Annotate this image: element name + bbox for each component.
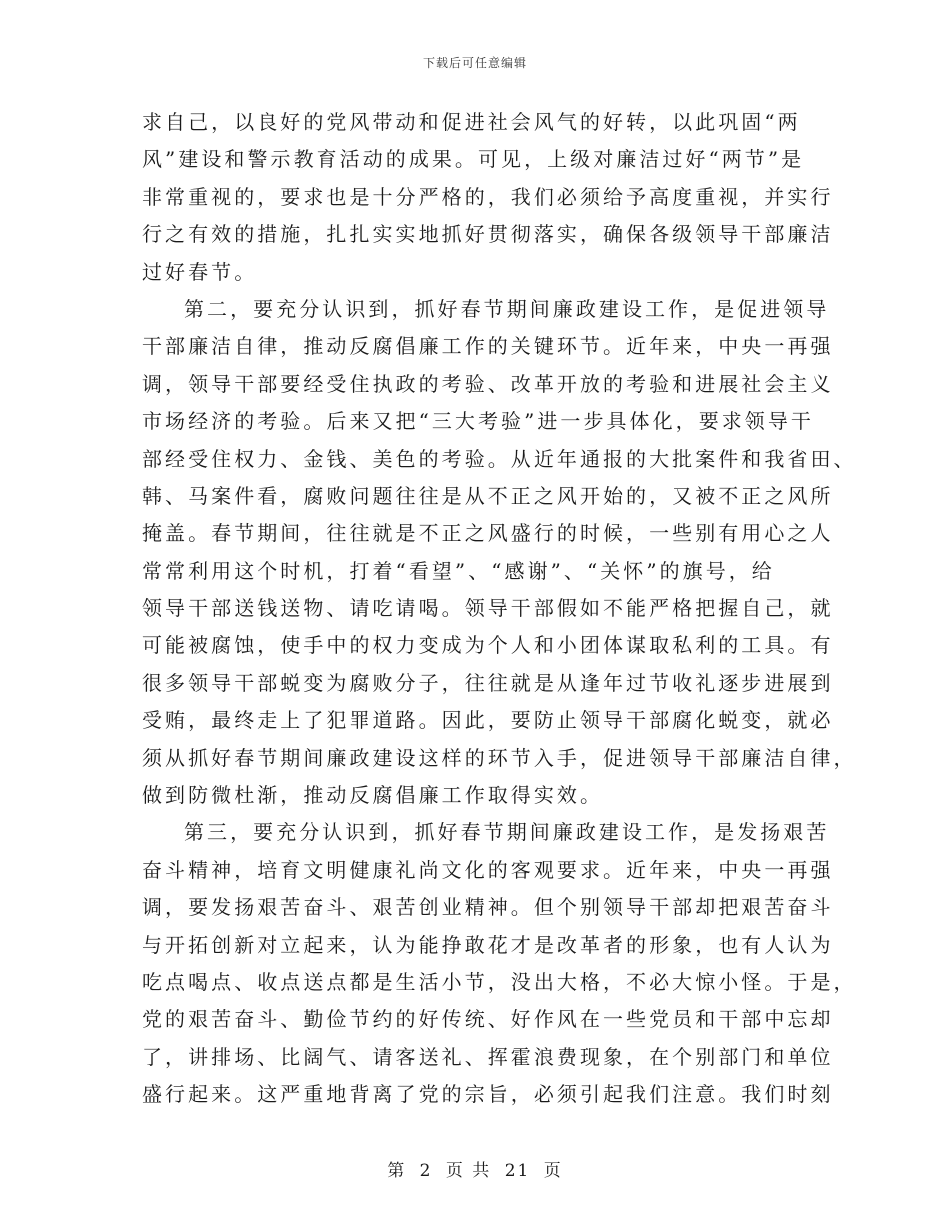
text-line: 与开拓创新对立起来，认为能挣敢花才是改革者的形象，也有人认为 bbox=[142, 932, 834, 957]
page-number-footer bbox=[0, 1156, 950, 1181]
text-line: 市场经济的考验。后来又把“三大考验”进一步具体化，要求领导干 bbox=[142, 409, 814, 434]
text-line: 非常重视的，要求也是十分严格的，我们必须给予高度重视，并实行 bbox=[142, 184, 834, 209]
text-line: 过好春节。 bbox=[142, 259, 258, 284]
text-line: 掩盖。春节期间，往往就是不正之风盛行的时候，一些别有用心之人 bbox=[142, 521, 834, 546]
paragraph-first-line: 第三，要充分认识到，抓好春节期间廉政建设工作，是发扬艰苦 bbox=[184, 820, 830, 845]
text-line: 韩、马案件看，腐败问题往往是从不正之风开始的，又被不正之风所 bbox=[142, 483, 834, 508]
current-page-number: 2 bbox=[419, 1161, 433, 1181]
footer-middle: 页 共 bbox=[445, 1161, 492, 1181]
text-line: 干部廉洁自律，推动反腐倡廉工作的关键环节。近年来，中央一再强 bbox=[142, 334, 834, 359]
paragraph-first-line: 第二，要充分认识到，抓好春节期间廉政建设工作，是促进领导 bbox=[184, 296, 830, 321]
text-line: 受贿，最终走上了犯罪道路。因此，要防止领导干部腐化蜕变，就必 bbox=[142, 708, 834, 733]
text-line: 可能被腐蚀，使手中的权力变成为个人和小团体谋取私利的工具。有 bbox=[142, 633, 834, 658]
text-line: 风”建设和警示教育活动的成果。可见，上级对廉洁过好“两节”是 bbox=[142, 147, 805, 172]
text-line: 盛行起来。这严重地背离了党的宗旨，必须引起我们注意。我们时刻 bbox=[142, 1082, 834, 1107]
text-line: 行之有效的措施，扎扎实实地抓好贯彻落实，确保各级领导干部廉洁 bbox=[142, 222, 834, 247]
text-line: 须从抓好春节期间廉政建设这样的环节入手，促进领导干部廉洁自律， bbox=[142, 745, 857, 770]
text-line: 常常利用这个时机，打着“看望”、“感谢”、“关怀”的旗号，给 bbox=[142, 558, 775, 583]
text-line: 调，领导干部要经受住执政的考验、改革开放的考验和进展社会主义 bbox=[142, 371, 834, 396]
document-body bbox=[142, 104, 857, 1114]
page-header-note: 下载后可任意编辑 bbox=[422, 56, 527, 70]
text-line: 调，要发扬艰苦奋斗、艰苦创业精神。但个别领导干部却把艰苦奋斗 bbox=[142, 895, 834, 920]
text-line: 很多领导干部蜕变为腐败分子，往往就是从逢年过节收礼逐步进展到 bbox=[142, 670, 834, 695]
footer-prefix: 第 bbox=[387, 1161, 407, 1181]
text-line: 吃点喝点、收点送点都是生活小节，没出大格，不必大惊小怪。于是， bbox=[142, 969, 857, 994]
text-line: 奋斗精神，培育文明健康礼尚文化的客观要求。近年来，中央一再强 bbox=[142, 857, 834, 882]
text-line: 部经受住权力、金钱、美色的考验。从近年通报的大批案件和我省田、 bbox=[142, 446, 857, 471]
text-line: 党的艰苦奋斗、勤俭节约的好传统、好作风在一些党员和干部中忘却 bbox=[142, 1007, 834, 1032]
total-page-count: 21 bbox=[504, 1161, 531, 1181]
text-line: 求自己，以良好的党风带动和促进社会风气的好转，以此巩固“两 bbox=[142, 110, 801, 134]
footer-suffix: 页 bbox=[543, 1161, 563, 1181]
text-line: 了，讲排场、比阔气、请客送礼、挥霍浪费现象，在个别部门和单位 bbox=[142, 1044, 834, 1069]
text-line: 做到防微杜渐，推动反腐倡廉工作取得实效。 bbox=[142, 783, 603, 808]
text-line: 领导干部送钱送物、请吃请喝。领导干部假如不能严格把握自己，就 bbox=[142, 596, 834, 621]
